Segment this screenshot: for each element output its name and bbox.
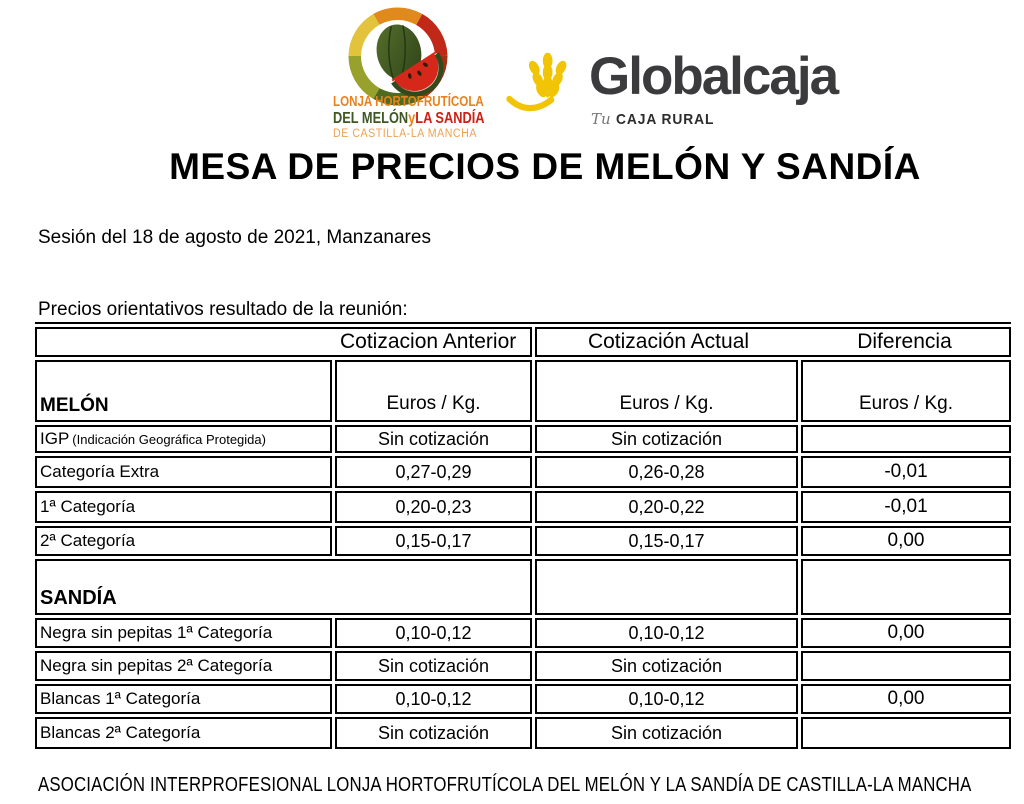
lonja-logo-line1: LONJA HORTOFRUTÍCOLA <box>333 94 484 110</box>
price-table <box>35 322 1011 749</box>
row-label-categoria-extra: Categoría Extra <box>35 456 332 488</box>
row-label-negra-1: Negra sin pepitas 1ª Categoría <box>35 618 332 648</box>
negra-2-anterior: Sin cotización <box>335 651 532 681</box>
negra-1-actual: 0,10-0,12 <box>535 618 798 648</box>
table-top-rule <box>35 322 1011 324</box>
lonja-logo <box>333 4 485 144</box>
page-title: MESA DE PRECIOS DE MELÓN Y SANDÍA <box>169 146 921 187</box>
globalcaja-logo <box>505 44 925 144</box>
categoria-extra-actual: 0,26-0,28 <box>535 456 798 488</box>
globalcaja-tagline <box>591 110 723 129</box>
igp-anterior: Sin cotización <box>335 425 532 453</box>
blancas-2-diferencia <box>801 717 1011 749</box>
segunda-categoria-diferencia: 0,00 <box>801 526 1011 556</box>
footer-association-name: ASOCIACIÓN INTERPROFESIONAL LONJA HORTOFRUTÍCOLA DEL MELÓN Y LA SANDÍA DE CASTILLA-LA MANCHA <box>38 774 972 796</box>
row-label-igp <box>35 425 332 453</box>
blancas-2-anterior: Sin cotización <box>335 717 532 749</box>
unit-label-diferencia: Euros / Kg. <box>801 360 1011 422</box>
primera-categoria-anterior: 0,20-0,23 <box>335 491 532 523</box>
negra-1-anterior: 0,10-0,12 <box>335 618 532 648</box>
column-header-anterior: Cotizacion Anterior <box>340 330 517 353</box>
row-label-negra-2: Negra sin pepitas 2ª Categoría <box>35 651 332 681</box>
categoria-extra-diferencia: -0,01 <box>801 456 1011 488</box>
sandia-header-empty-actual <box>535 559 798 615</box>
blancas-2-actual: Sin cotización <box>535 717 798 749</box>
blancas-1-diferencia: 0,00 <box>801 684 1011 714</box>
section-label-sandia: SANDÍA <box>35 559 532 615</box>
globalcaja-tagline-cajarural: CAJA RURAL <box>615 111 715 128</box>
primera-categoria-actual: 0,20-0,22 <box>535 491 798 523</box>
negra-2-actual: Sin cotización <box>535 651 798 681</box>
categoria-extra-anterior: 0,27-0,29 <box>335 456 532 488</box>
column-header-anterior-cell <box>35 327 532 357</box>
row-label-igp-note: (Indicación Geográfica Protegida) <box>72 431 266 447</box>
lonja-logo-text <box>315 94 495 141</box>
igp-actual: Sin cotización <box>535 425 798 453</box>
segunda-categoria-actual: 0,15-0,17 <box>535 526 798 556</box>
column-header-actual: Cotización Actual <box>587 330 750 353</box>
lonja-logo-line3: DE CASTILLA-LA MANCHA <box>333 128 477 141</box>
section-label-melon: MELÓN <box>35 360 332 422</box>
row-label-blancas-2: Blancas 2ª Categoría <box>35 717 332 749</box>
column-header-right-cell <box>535 327 1011 357</box>
row-label-blancas-1: Blancas 1ª Categoría <box>35 684 332 714</box>
lonja-logo-line2 <box>333 110 485 128</box>
igp-diferencia <box>801 425 1011 453</box>
sandia-header-empty-diferencia <box>801 559 1011 615</box>
session-line: Sesión del 18 de agosto de 2021, Manzanares <box>38 227 431 248</box>
price-grid <box>35 327 1011 749</box>
unit-label-anterior: Euros / Kg. <box>335 360 532 422</box>
lonja-logo-line2-melon: DEL MELÓN <box>333 110 409 128</box>
primera-categoria-diferencia: -0,01 <box>801 491 1011 523</box>
globalcaja-tagline-tu: Tu <box>591 110 611 128</box>
wheat-icon <box>505 50 585 121</box>
lonja-logo-line2-y: y <box>408 110 416 128</box>
column-header-diferencia: Diferencia <box>857 330 952 353</box>
segunda-categoria-anterior: 0,15-0,17 <box>335 526 532 556</box>
row-label-segunda-categoria: 2ª Categoría <box>35 526 332 556</box>
row-label-igp-main: IGP <box>40 429 70 448</box>
blancas-1-actual: 0,10-0,12 <box>535 684 798 714</box>
negra-2-diferencia <box>801 651 1011 681</box>
globalcaja-wordmark: Globalcaja <box>589 47 838 106</box>
row-label-primera-categoria: 1ª Categoría <box>35 491 332 523</box>
negra-1-diferencia: 0,00 <box>801 618 1011 648</box>
unit-label-actual: Euros / Kg. <box>535 360 798 422</box>
lonja-logo-line2-sandia: LA SANDÍA <box>415 110 485 128</box>
intro-line: Precios orientativos resultado de la reunión: <box>38 299 408 320</box>
blancas-1-anterior: 0,10-0,12 <box>335 684 532 714</box>
